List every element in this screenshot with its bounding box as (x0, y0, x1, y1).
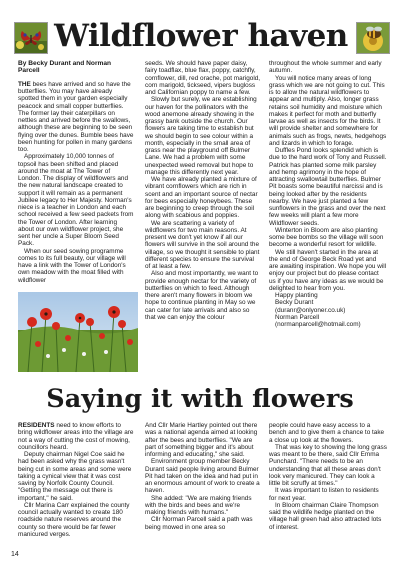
article-column-2 (145, 60, 261, 321)
paragraph: She added: "We are making friends with the birds and bees and we're making friends with humans." (145, 494, 252, 516)
paragraph: We still haven't started in the area at the end of George Beck Road yet and are awaiting inspiration. We hope you will enjoy our project but do please contact us if you have any ideas as we would be delighted to hear from you. (269, 248, 387, 292)
paragraph: When our seed sowing programme comes to its full beauty, our village will have a link with the Tower of London's own meadow with the moat filled with wildflower (18, 247, 126, 284)
bee-photo (356, 22, 390, 54)
poppy-photo (18, 292, 138, 372)
sign-off: Happy planting (275, 292, 318, 299)
paragraph: RESIDENTS need to know efforts to bring wildflower areas into the village are not a way of cutting the cost of mowing, councillors heard. (18, 422, 134, 451)
paragraph: You will notice many areas of long grass which we are not going to cut. This is to allow the natural wildflowers to appear and multiply. Also, longer grass retains soil humidity and moisture which makes it perfect for moth and butterfly larvae as well as insects for the birds. It will provide shelter and somewhere for animals such as frogs, newts, hedgehogs and lizards in which to forage. (269, 74, 387, 147)
article-2-column-2 (145, 422, 261, 531)
paragraph: Environment group member Becky Durant said people living around Bulmer Pit had taken on the idea and had put in an enormous amount of work to create a haven. (145, 458, 260, 495)
paragraph: That was key to showing the long grass was meant to be there, said Cllr Emma Punchard. "There needs to be an understanding that all these areas don't look very manicured. They can look a little bit scruffy at times." (269, 443, 387, 487)
author-email: (duranr@onlyoner.co.uk) (275, 306, 346, 314)
paragraph: people could have easy access to a bench and to give them a chance to take a close up look at the flowers. (269, 422, 385, 444)
paragraph: Cllr Marina Carr explained the county council actually wanted to create 180 roadside nature reserves around the county so there would be far fewer manicured verges. (18, 501, 130, 538)
author-name: Becky Durant (275, 299, 314, 307)
paragraph: Also and most importantly, we want to provide enough nectar for the variety of butterflies on which to feed. Although there aren't many flowers in bloom we hope to continue planting in May so we can cater for late arrivals and also so that we can enjoy the colour (145, 270, 259, 321)
paragraph: Slowly but surely, we are establishing our haven for the pollinators with the wood anemone already showing in the grassy bank outside the church. Our flowers are taking time to establish but we should begin to see colour within a month, especially in the small area of grass near the playground off Bulmer Lane. We had a problem with some unexpected weed removal but hope to manage this differently next year. (145, 96, 257, 176)
page-number: 14 (11, 551, 19, 558)
paragraph: It was important to listen to residents for next year. (269, 487, 379, 502)
paragraph: In Bloom chairman Claire Thompson said the wildlife hedge planted on the village hall green had also attracted lots of interest. (269, 501, 382, 531)
article-2-column-3 (269, 422, 387, 531)
article-column-1 (18, 60, 134, 284)
article-header (12, 18, 390, 60)
article-column-3 (269, 60, 387, 328)
byline: By Becky Durant and Norman Parcell (18, 60, 112, 75)
paragraph: And Cllr Marie Hartley pointed out there was a national agenda aimed at looking after the bees and butterflies. "We are part of something bigger and it's about informing and educating," she said. (145, 422, 258, 458)
paragraph: Winterton in Bloom are also planting some bee bombs so the village will soon become a wonderful resort for wildlife. (269, 226, 384, 249)
paragraph: seeds. We should have paper daisy, fairy toadflax, blue flax, poppy, catchfly, cornflower, dill, red orache, pot marigold, corn marigold, tickseed, vipers bugloss and Californian poppy to name a few. (145, 60, 261, 96)
butterfly-photo (14, 22, 48, 54)
article-2-title: Saying it with flowers (46, 384, 354, 414)
paragraph: Deputy chairman Nigel Coe said he had been asked why the grass wasn't being cut in some areas and some were taking a cynical view that it was cost saving by Norfolk County Council. "Getting the message out there is important," he said. (18, 451, 132, 502)
paragraph: We are scattering a variety of wildflowers for two main reasons. At present we don't yet know if all our flowers will survive in the soil around the village, so we thought it sensible to plant different species to ensure the survival of at least a few. (145, 219, 260, 270)
article-2-column-1 (18, 422, 134, 538)
paragraph: throughout the whole summer and early autumn. (269, 60, 382, 75)
paragraph: Approximately 10,000 tonnes of topsoil has been shifted and placed around the moat at The Tower of London. The display of wildflowers and the new natural landscape created to support it will remain as a permanent Jubilee legacy to Her Majesty. Norman's niece is a teacher in London and each school received a few seed packets from the Tower of London. After learning about our own wildflower project, she sent her uncle a Super Bloom Seed Pack. (18, 153, 134, 248)
paragraph: Duffles Pond looks splendid which is due to the hard work of Tony and Russell. Patrick has planted some milk parsley and hemp agrimony in the hope of attracting swallowtail butterflies. Bulmer Pit boasts some beautiful narcissi and is being looked after by the residents nearby. We have just planted a few sunflowers in the grass and over the next few weeks will plant a few more Wildflower seeds. (269, 147, 387, 227)
author-name: Norman Parcell (275, 313, 320, 321)
article-title: Wildflower haven (54, 18, 348, 54)
author-email: (normanparcell@hotmail.com) (275, 321, 361, 328)
paragraph: We have already planted a mixture of vibrant cornflowers which are rich in scent and an important source of nectar for bees especially honeybees. These are beginning to creep through the soil along with scabious and poppies. (145, 176, 258, 220)
paragraph: Cllr Norman Parcell said a path was being mowed in one area so (145, 516, 253, 531)
paragraph: THE bees have arrived and so have the butterflies. You may have already spotted them in your garden especially peacock and small copper butterflies. The former lay their caterpillars on nettles and arrived before the swallows, although these are beginning to be seen flying over the dunes. Bumble bees have been hunting for pollen in many gardens too. (18, 80, 134, 154)
